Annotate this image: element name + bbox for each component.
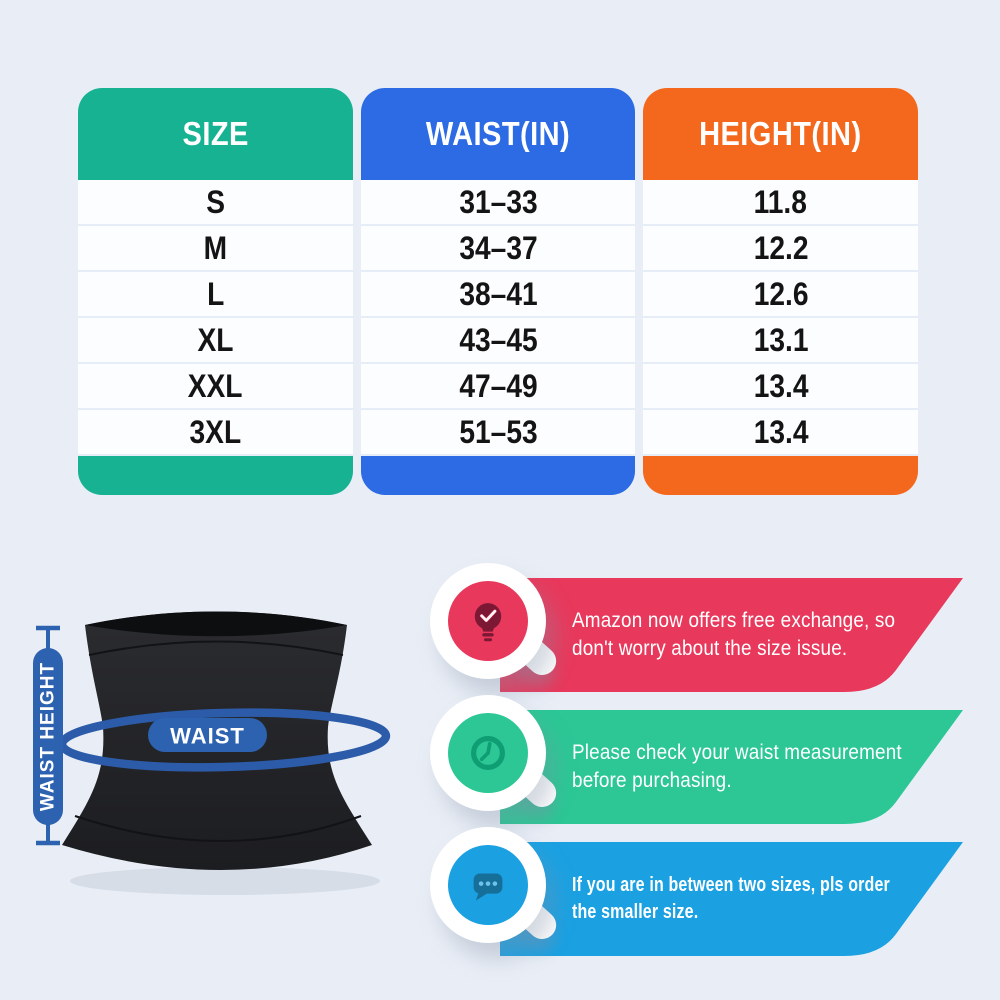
table-cell: L <box>78 272 353 318</box>
size-table <box>78 88 918 495</box>
tip-line: before purchasing. <box>572 769 732 792</box>
tip-icon-bulb <box>430 563 546 679</box>
table-cell: 11.8 <box>643 180 918 226</box>
waist-height-label: WAIST HEIGHT <box>37 661 59 812</box>
tip-line: Please check your waist measurement <box>572 740 902 764</box>
table-cell: 13.1 <box>643 318 918 364</box>
waist-label-pill <box>148 718 267 752</box>
tip-text <box>572 607 895 663</box>
height-column <box>643 88 918 495</box>
tip-banner-between-sizes <box>500 842 965 956</box>
table-cell: 3XL <box>78 410 353 456</box>
lightbulb-check-icon <box>448 581 528 661</box>
tip-line: don't worry about the size issue. <box>572 637 848 660</box>
tip-icon-chat <box>430 827 546 943</box>
table-cell: 38–41 <box>361 272 636 318</box>
size-column-footer <box>78 456 353 495</box>
table-cell: M <box>78 226 353 272</box>
table-cell: 13.4 <box>643 364 918 410</box>
height-column-footer <box>643 456 918 495</box>
table-cell: S <box>78 180 353 226</box>
height-header-label: HEIGHT(IN) <box>699 115 862 152</box>
waist-column-header <box>361 88 636 180</box>
table-cell: 13.4 <box>643 410 918 456</box>
size-header-label: SIZE <box>182 115 249 152</box>
tip-banner-free-exchange <box>500 578 965 692</box>
table-cell: 31–33 <box>361 180 636 226</box>
waist-label: WAIST <box>170 723 245 749</box>
table-cell: XXL <box>78 364 353 410</box>
waist-column-footer <box>361 456 636 495</box>
tip-line: Amazon now offers free exchange, so <box>572 608 896 632</box>
size-column <box>78 88 353 495</box>
tip-line: If you are in between two sizes, pls order <box>572 874 890 897</box>
waist-height-measure <box>33 628 63 843</box>
table-cell: XL <box>78 318 353 364</box>
tip-icon-clock <box>430 695 546 811</box>
table-cell: 12.2 <box>643 226 918 272</box>
tip-line: the smaller size. <box>572 901 699 923</box>
size-column-header <box>78 88 353 180</box>
clock-icon <box>448 713 528 793</box>
chat-dots-icon <box>448 845 528 925</box>
tip-banner-check-measurement <box>500 710 965 824</box>
waist-trainer-diagram <box>25 583 445 993</box>
table-cell: 43–45 <box>361 318 636 364</box>
tip-text <box>572 872 890 926</box>
waist-header-label: WAIST(IN) <box>425 115 571 152</box>
table-cell: 34–37 <box>361 226 636 272</box>
height-column-header <box>643 88 918 180</box>
table-cell: 12.6 <box>643 272 918 318</box>
table-cell: 47–49 <box>361 364 636 410</box>
tip-text <box>572 739 902 795</box>
table-cell: 51–53 <box>361 410 636 456</box>
waist-column <box>361 88 636 495</box>
ground-shadow <box>70 867 380 895</box>
